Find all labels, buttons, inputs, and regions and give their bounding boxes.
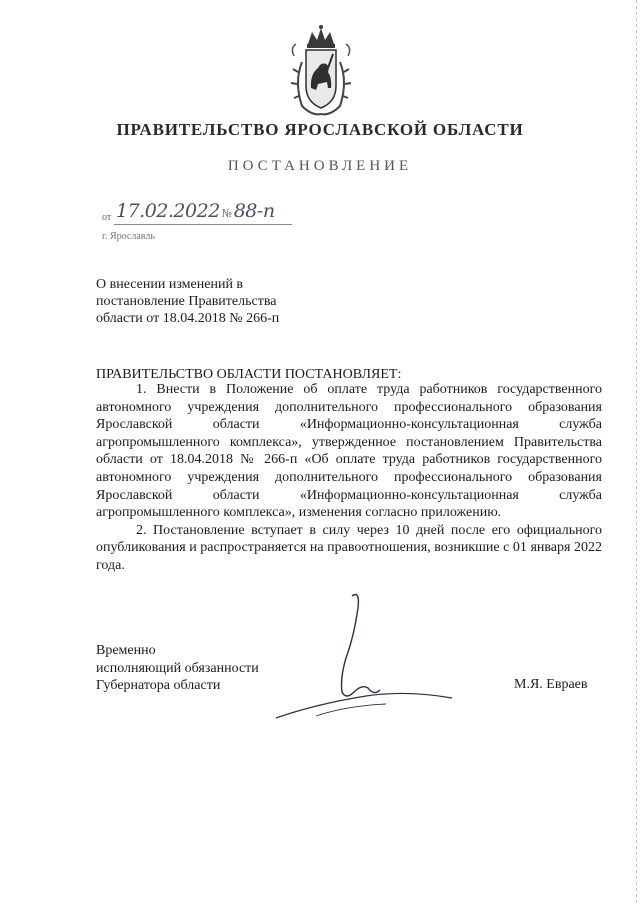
subject-line: постановление Правительства [96, 294, 277, 309]
signatory-title-line: исполняющий обязанности [96, 660, 259, 676]
subject-block [96, 276, 356, 327]
handwritten-number: 88-п [233, 200, 275, 222]
city-label: г. Ярославль [102, 231, 155, 242]
signatory-title-line: Губернатора области [96, 678, 221, 694]
date-prefix: от [102, 212, 112, 223]
resolution-item-2: 2. Постановление вступает в силу через 10 дней после его официального опубликования и распространяется на правоотношения, возникшие с 01 января 2022 года. [96, 522, 602, 573]
resolution-body [96, 381, 602, 575]
signatory-title-line: Временно [96, 643, 156, 658]
government-title: ПРАВИТЕЛЬСТВО ЯРОСЛАВСКОЙ ОБЛАСТИ [116, 120, 524, 139]
resolution-intro: ПРАВИТЕЛЬСТВО ОБЛАСТИ ПОСТАНОВЛЯЕТ: [96, 367, 402, 382]
handwritten-date-number [116, 200, 275, 222]
subject-line: области от 18.04.2018 № 266-п [96, 311, 280, 326]
resolution-item-1: 1. Внести в Положение об оплате труда работников государственного автономного учреждения дополнительного профессионального образования Ярославской области «Информационно-консультационная служба агропромышленного комплекса», утвержденное постановлением Правительства области от 18.04.2018 № 266-п «Об оплате труда работников государственного автономного учреждения дополнительного профессионального образования Ярославской области «Информационно-консультационная служба агропромышленного комплекса», изменения согласно приложению. [96, 382, 602, 521]
date-number-line [102, 198, 312, 232]
subject-line: О внесении изменений в [96, 277, 244, 292]
coat-of-arms-emblem [288, 22, 354, 122]
date-underline [114, 224, 292, 225]
handwritten-date: 17.02.2022 [116, 200, 220, 222]
number-sign: № [221, 207, 232, 220]
signatory-name: М.Я. Евраев [514, 677, 588, 692]
signatory-title-block [96, 642, 259, 695]
document-type-title: ПОСТАНОВЛЕНИЕ [227, 158, 413, 174]
handwritten-signature [256, 588, 456, 728]
